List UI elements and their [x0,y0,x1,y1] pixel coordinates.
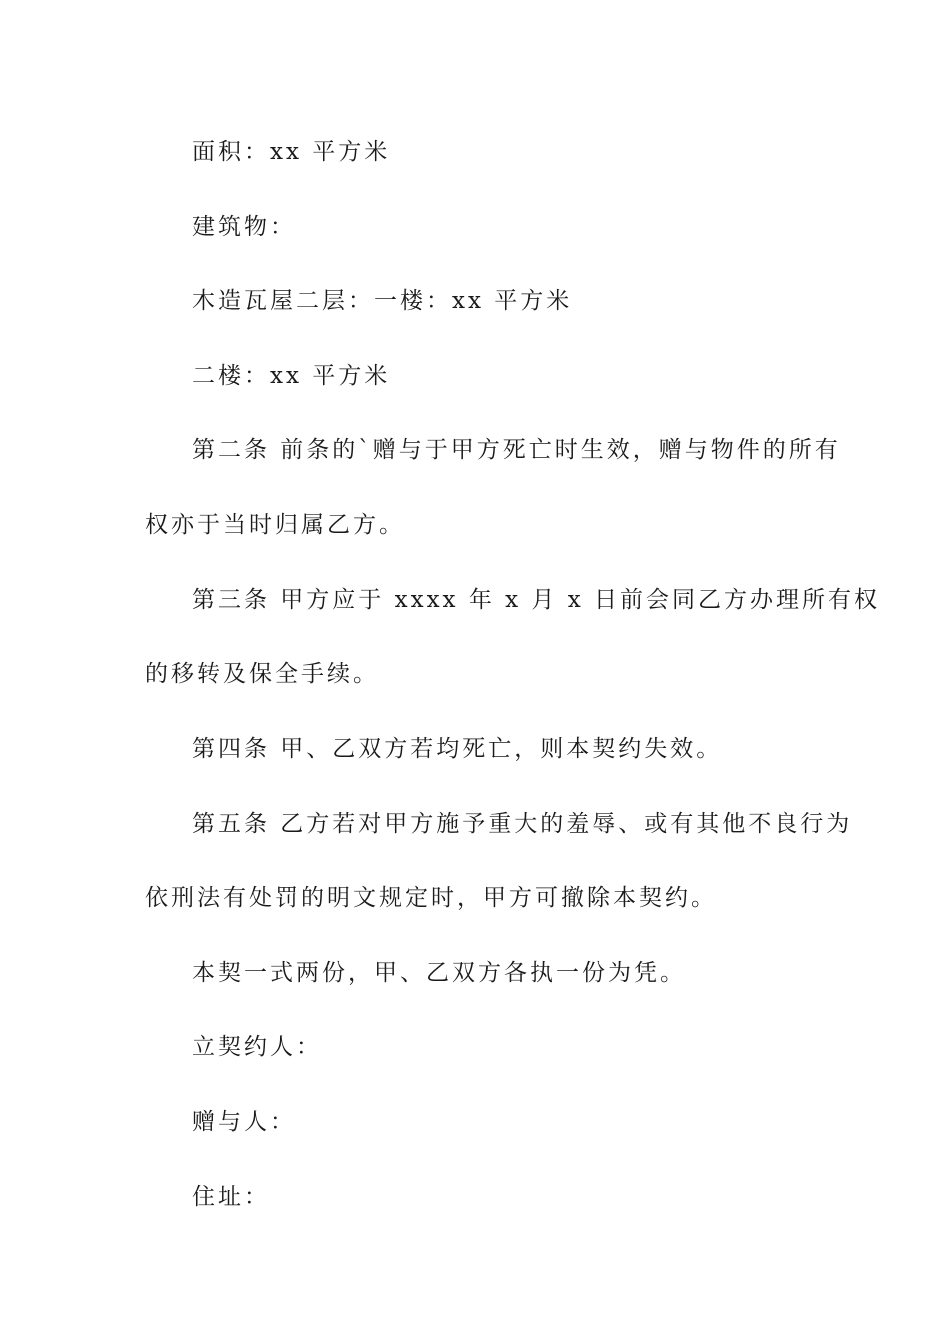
donor-label: 赠与人： [192,1109,296,1135]
article-4-line: 第四条 甲、乙双方若均死亡，则本契约失效。 [192,736,723,762]
address-label: 住址： [192,1184,270,1210]
first-floor-line: 木造瓦屋二层：一楼：xx 平方米 [192,288,573,314]
area-line: 面积：xx 平方米 [192,139,391,165]
contract-parties-label: 立契约人： [192,1034,322,1060]
article-3-line-1: 第三条 甲方应于 xxxx 年 x 月 x 日前会同乙方办理所有权 [192,587,881,613]
article-5-line-1: 第五条 乙方若对甲方施予重大的羞辱、或有其他不良行为 [192,811,853,837]
article-2-line-2: 权亦于当时归属乙方。 [145,512,405,538]
article-2-line-1: 第二条 前条的`赠与于甲方死亡时生效，赠与物件的所有 [192,437,841,463]
second-floor-line: 二楼：xx 平方米 [192,363,391,389]
article-5-line-2: 依刑法有处罚的明文规定时，甲方可撤除本契约。 [145,885,717,911]
building-heading: 建筑物： [192,214,296,240]
copies-clause: 本契一式两份，甲、乙双方各执一份为凭。 [192,960,686,986]
article-3-line-2: 的移转及保全手续。 [145,661,379,687]
